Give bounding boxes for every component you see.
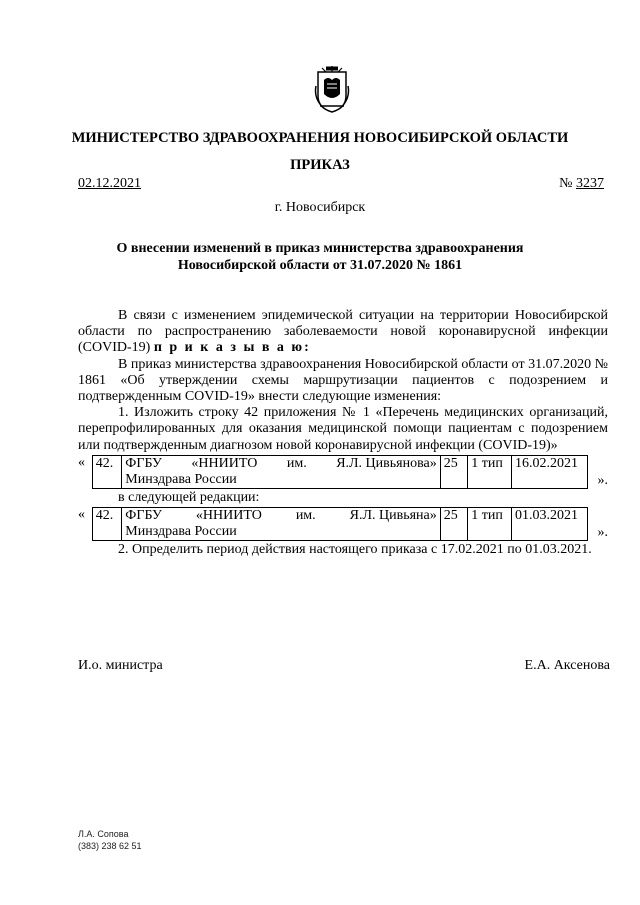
order-date: 02.12.2021 <box>78 176 141 191</box>
subject-line-1: О внесении изменений в приказ министерства здравоохранения <box>116 241 524 256</box>
old-row-block <box>78 455 608 489</box>
paragraph-amendment: В приказ министерства здравоохранения Новосибирской области от 31.07.2020 № 1861 «Об утверждении схемы маршрутизации пациентов с подозрением и подтвержденным COVID-19» внести следующие изменения: <box>78 356 608 405</box>
new-edition-intro: в следующей редакции: <box>118 489 260 505</box>
table-row <box>92 455 588 488</box>
coat-of-arms-emblem <box>314 66 350 114</box>
city: г. Новосибирск <box>274 200 366 215</box>
order-directive: п р и к а з ы в а ю: <box>153 340 311 356</box>
executor-phone: (383) 238 62 51 <box>78 841 142 851</box>
new-row-table <box>92 507 589 541</box>
cell-organization: ФГБУ «ННИИТО им. Я.Л. Цивьяна» Минздрава России <box>122 508 440 541</box>
table-row <box>92 508 588 541</box>
signatory-position: И.о. министра <box>78 658 163 673</box>
quote-open: « <box>78 507 85 523</box>
order-subject <box>80 240 560 274</box>
executor-name: Л.А. Сопова <box>78 829 129 839</box>
cell-number: 42. <box>92 508 122 541</box>
cell-count: 25 <box>440 455 467 488</box>
quote-open: « <box>78 454 85 470</box>
signatory-name: Е.А. Аксенова <box>524 658 610 673</box>
preamble-text: В связи с изменением эпидемической ситуации на территории Новосибирской области по распространению заболеваемости новой коронавирусной инфекции (COVID-19) <box>78 308 608 356</box>
paragraph-item-2: 2. Определить период действия настоящего приказа с 17.02.2021 по 01.03.2021. <box>118 542 592 558</box>
old-row-table <box>92 455 589 489</box>
number-value: 3237 <box>576 176 604 191</box>
quote-close: ». <box>597 472 608 488</box>
ministry-name: МИНИСТЕРСТВО ЗДРАВООХРАНЕНИЯ НОВОСИБИРСКОЙ ОБЛАСТИ <box>71 130 569 146</box>
order-number <box>559 176 604 192</box>
number-prefix: № <box>559 176 576 191</box>
cell-date: 16.02.2021 <box>511 455 587 488</box>
new-row-block <box>78 507 608 541</box>
cell-organization: ФГБУ «ННИИТО им. Я.Л. Цивьянова» Минздрава России <box>122 455 440 488</box>
preamble-paragraph <box>78 308 608 357</box>
executor-info <box>78 828 142 852</box>
paragraph-item-1: 1. Изложить строку 42 приложения № 1 «Перечень медицинских организаций, перепрофилированных для оказания медицинской помощи пациентам с подозрением или подтвержденным диагнозом новой коронавирусной инфекции (COVID-19)» <box>78 405 608 453</box>
cell-count: 25 <box>440 508 467 541</box>
cell-number: 42. <box>92 455 122 488</box>
quote-close: ». <box>597 524 608 540</box>
cell-type: 1 тип <box>468 508 512 541</box>
subject-line-2: Новосибирской области от 31.07.2020 № 1861 <box>177 258 463 273</box>
cell-date: 01.03.2021 <box>511 508 587 541</box>
cell-type: 1 тип <box>468 455 512 488</box>
order-body <box>78 308 608 558</box>
doc-type-title: ПРИКАЗ <box>290 157 350 173</box>
